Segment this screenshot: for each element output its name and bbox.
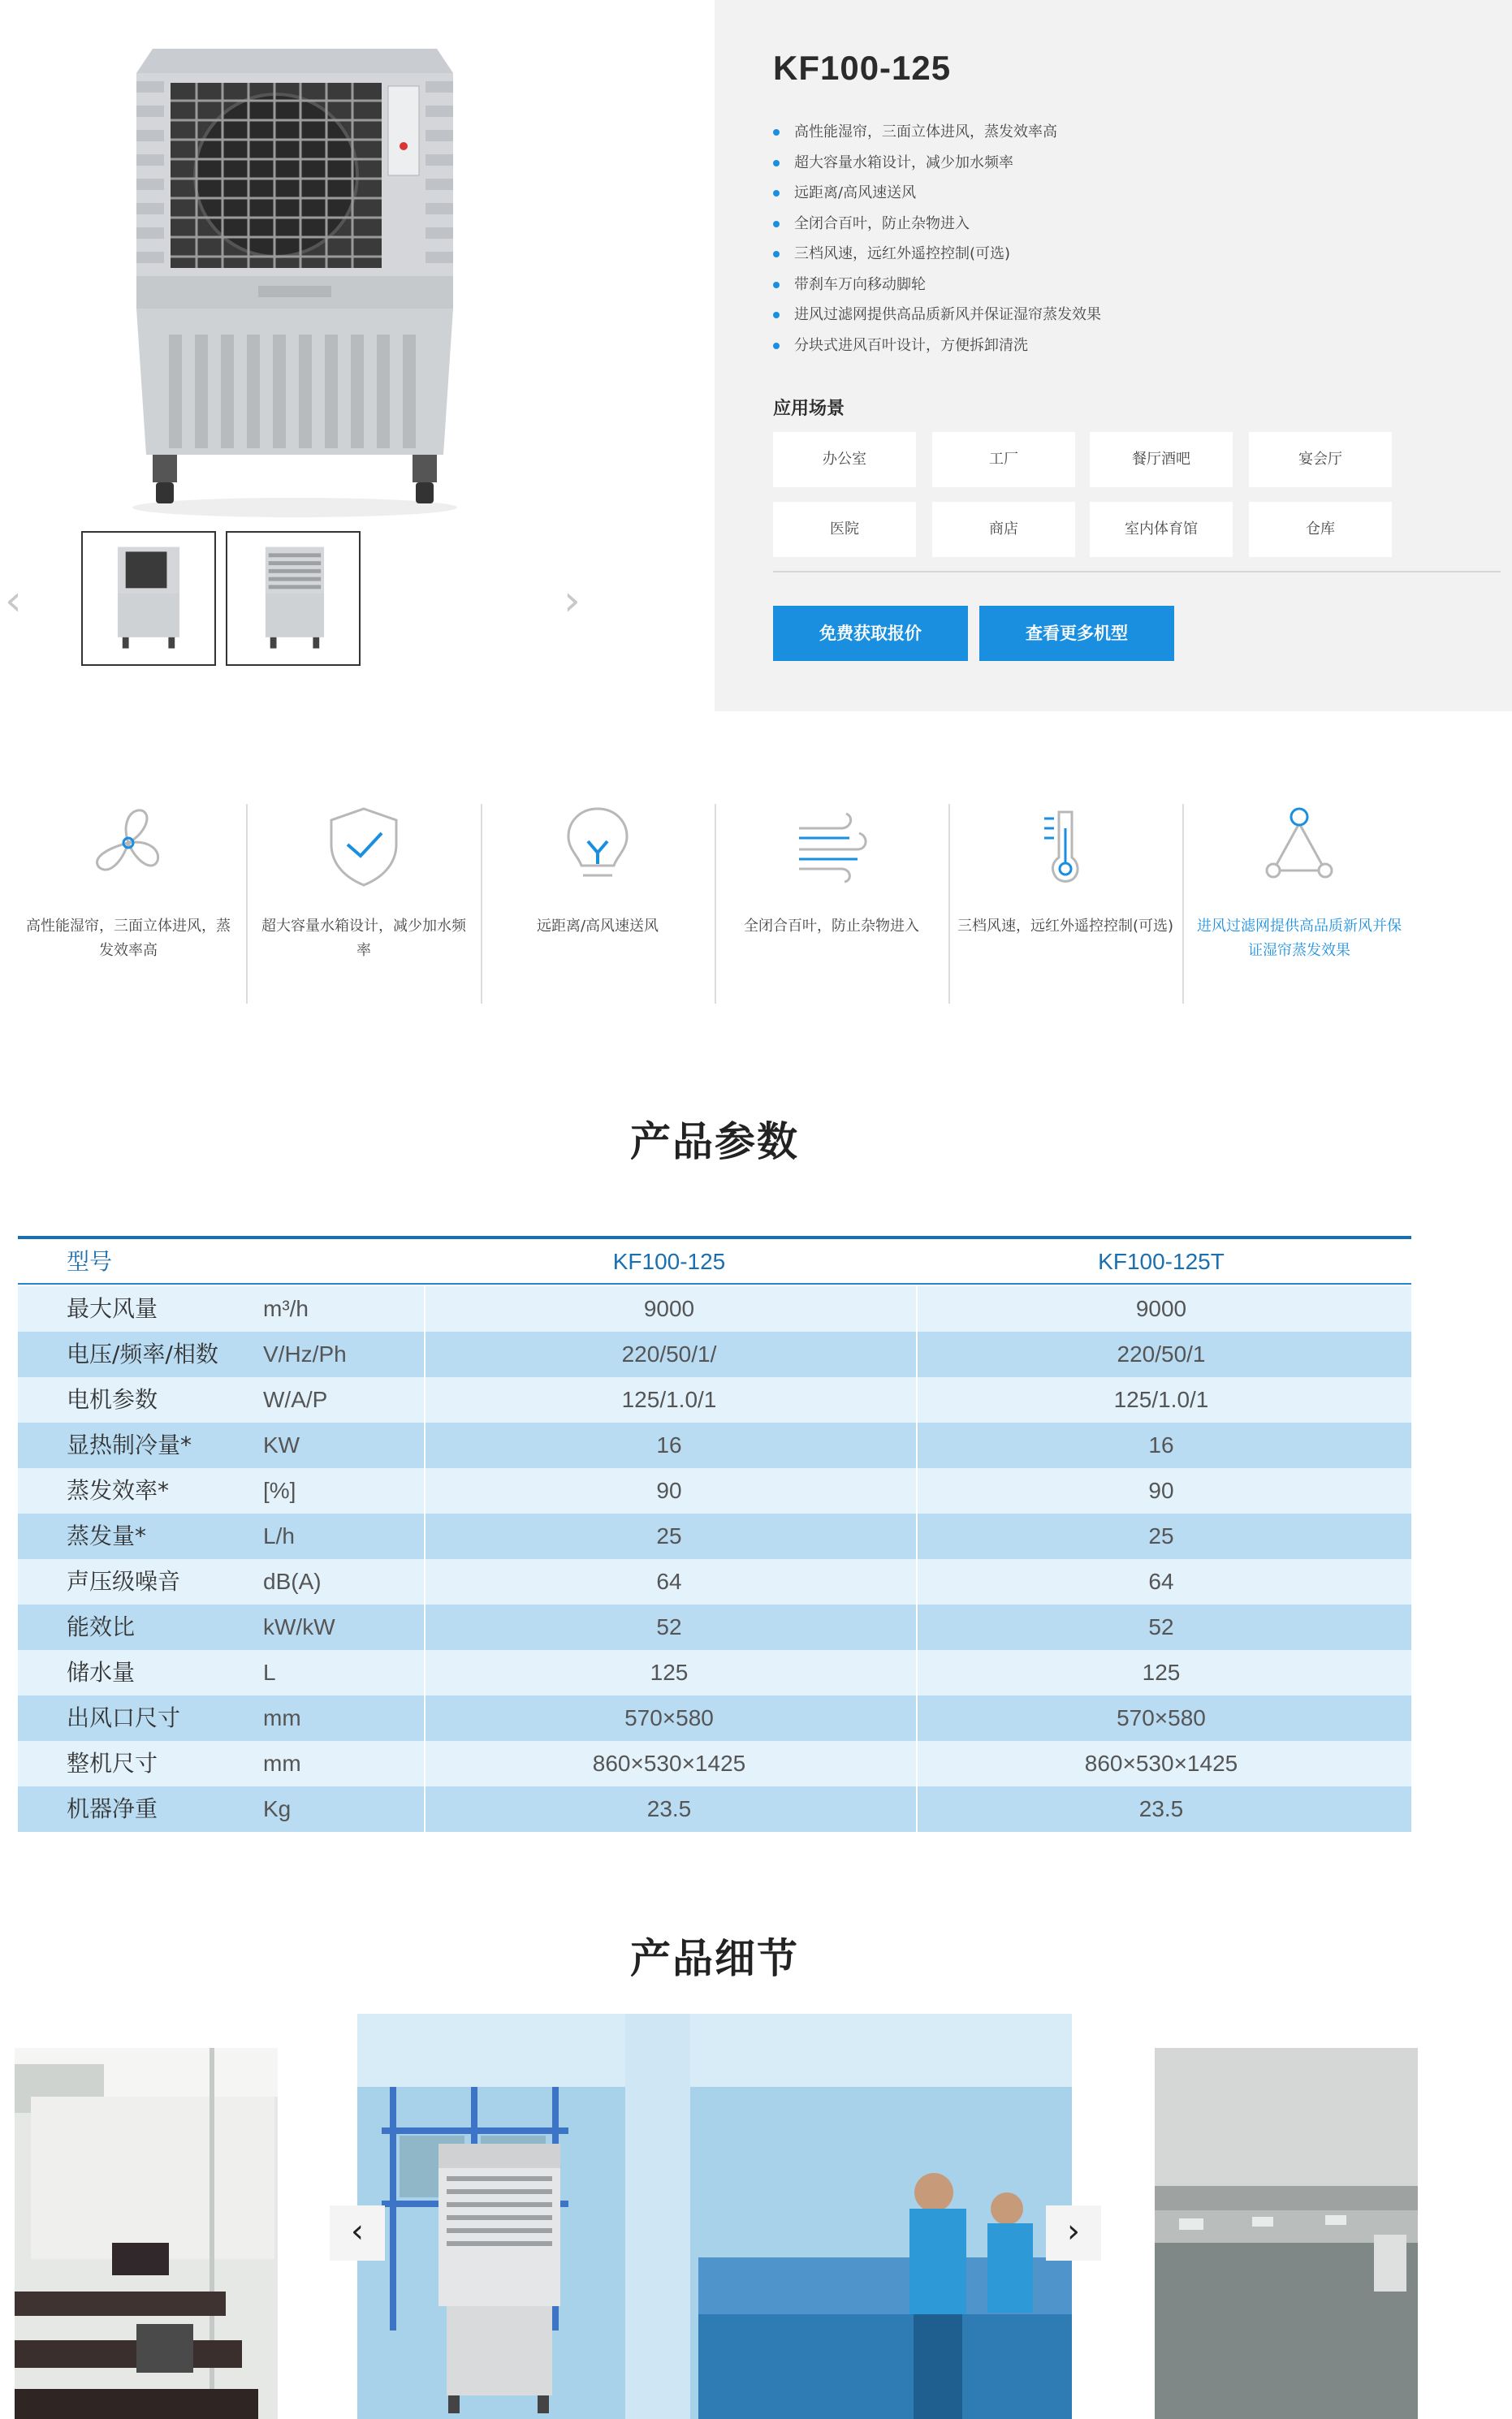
row-value-2: 570×580 — [1117, 1705, 1206, 1730]
row-unit: dB(A) — [263, 1569, 322, 1594]
feature-item: 高性能湿帘，三面立体进风，蒸发效率高 — [773, 120, 1101, 151]
product-hero — [0, 0, 1512, 711]
feature-cell — [715, 804, 948, 1004]
carousel-prev-button[interactable]: ‹ — [330, 2205, 385, 2261]
scene-banquet-hall[interactable]: 宴会厅 — [1249, 432, 1392, 487]
header-model-1: KF100-125 — [612, 1249, 726, 1274]
row-value-1: 125/1.0/1 — [621, 1387, 717, 1412]
feature-item: 进风过滤网提供高品质新风并保证湿帘蒸发效果 — [773, 303, 1101, 334]
slide-office-photo[interactable] — [15, 2048, 278, 2419]
scene-warehouse[interactable]: 仓库 — [1249, 502, 1392, 557]
get-quote-button[interactable]: 免费获取报价 — [773, 606, 968, 661]
scene-shop[interactable]: 商店 — [932, 502, 1075, 557]
feature-cell-active — [1182, 804, 1416, 1004]
feature-cell-text: 远距离/高风速送风 — [536, 918, 659, 935]
scene-indoor-stadium[interactable]: 室内体育馆 — [1090, 502, 1233, 557]
thermometer-icon — [1026, 804, 1104, 888]
row-unit: L/h — [263, 1523, 295, 1549]
row-name: 显热制冷量* — [67, 1432, 192, 1458]
row-value-2: 125/1.0/1 — [1113, 1387, 1209, 1412]
row-value-1: 125 — [650, 1660, 689, 1685]
table-row — [18, 1559, 1411, 1605]
row-value-1: 52 — [656, 1614, 682, 1639]
row-unit: W/A/P — [263, 1387, 328, 1412]
slide-warehouse-photo[interactable] — [1155, 2048, 1418, 2419]
row-value-2: 860×530×1425 — [1084, 1751, 1238, 1776]
scene-office[interactable]: 办公室 — [773, 432, 916, 487]
row-name: 出风口尺寸 — [67, 1704, 181, 1731]
row-name: 最大风量 — [67, 1295, 158, 1322]
row-unit: KW — [263, 1432, 300, 1458]
more-models-button[interactable]: 查看更多机型 — [979, 606, 1174, 661]
lightbulb-icon — [559, 804, 637, 888]
table-row — [18, 1741, 1411, 1786]
detail-carousel — [0, 2014, 1512, 2419]
feature-cell-text: 超大容量水箱设计，减少加水频率 — [261, 918, 466, 959]
wind-icon — [793, 804, 870, 888]
row-value-1: 570×580 — [624, 1705, 714, 1730]
scene-factory[interactable]: 工厂 — [932, 432, 1075, 487]
row-name: 蒸发效率* — [67, 1477, 170, 1504]
row-value-1: 23.5 — [646, 1796, 692, 1821]
row-unit: kW/kW — [263, 1614, 335, 1639]
divider — [773, 571, 1501, 572]
gallery-next-arrow[interactable]: › — [564, 577, 581, 625]
row-value-1: 64 — [656, 1569, 682, 1594]
row-unit: Kg — [263, 1796, 292, 1821]
row-value-2: 64 — [1148, 1569, 1174, 1594]
product-gallery — [0, 0, 715, 711]
header-model-2: KF100-125T — [1098, 1249, 1225, 1274]
feature-list — [773, 120, 1101, 364]
product-info-panel — [715, 0, 1512, 711]
table-row — [18, 1650, 1411, 1695]
product-main-image — [104, 32, 486, 520]
fan-icon — [89, 804, 167, 888]
detail-section-title: 产品细节 — [630, 1935, 799, 1982]
feature-item: 全闭合百叶，防止杂物进入 — [773, 212, 1101, 243]
row-value-1: 90 — [656, 1478, 682, 1503]
feature-cell — [11, 804, 245, 1004]
row-name: 电压/频率/相数 — [67, 1341, 218, 1367]
row-name: 整机尺寸 — [67, 1750, 158, 1777]
gallery-prev-arrow[interactable]: ‹ — [5, 577, 22, 625]
row-unit: L — [263, 1660, 276, 1685]
row-value-2: 220/50/1 — [1117, 1341, 1206, 1367]
row-value-2: 90 — [1148, 1478, 1174, 1503]
row-unit: mm — [263, 1751, 301, 1776]
feature-item: 分块式进风百叶设计，方便拆卸清洗 — [773, 334, 1101, 365]
row-unit: [%] — [263, 1478, 296, 1503]
row-value-2: 23.5 — [1138, 1796, 1184, 1821]
feature-cell — [948, 804, 1182, 1004]
scene-title: 应用场景 — [773, 399, 845, 419]
row-unit: V/Hz/Ph — [263, 1341, 347, 1367]
slide-factory-photo[interactable] — [357, 2014, 1072, 2419]
row-value-2: 125 — [1142, 1660, 1181, 1685]
feature-cell-text: 进风过滤网提供高品质新风并保证湿帘蒸发效果 — [1197, 918, 1402, 959]
feature-cell — [247, 804, 481, 1004]
shield-check-icon — [325, 804, 403, 888]
feature-item: 超大容量水箱设计，减少加水频率 — [773, 151, 1101, 182]
row-unit: mm — [263, 1705, 301, 1730]
row-name: 储水量 — [67, 1659, 136, 1686]
carousel-next-button[interactable]: › — [1046, 2205, 1101, 2261]
table-row — [18, 1786, 1411, 1832]
feature-item: 带刹车万向移动脚轮 — [773, 273, 1101, 304]
row-value-2: 52 — [1148, 1614, 1174, 1639]
row-name: 机器净重 — [67, 1795, 158, 1822]
table-row — [18, 1468, 1411, 1514]
row-value-1: 860×530×1425 — [592, 1751, 746, 1776]
row-value-1: 9000 — [643, 1296, 695, 1321]
feature-cell-text: 三档风速，远红外遥控控制(可选) — [957, 918, 1174, 935]
row-value-2: 9000 — [1135, 1296, 1187, 1321]
thumbnail-side[interactable] — [226, 531, 361, 666]
feature-cell — [481, 804, 715, 1004]
row-value-2: 16 — [1148, 1432, 1174, 1458]
product-model-title: KF100-125 — [773, 49, 952, 87]
feature-item: 三档风速，远红外遥控控制(可选) — [773, 242, 1101, 273]
scene-hospital[interactable]: 医院 — [773, 502, 916, 557]
row-value-1: 25 — [656, 1523, 682, 1549]
row-name: 声压级噪音 — [67, 1568, 181, 1595]
row-unit: m³/h — [263, 1296, 309, 1321]
table-row — [18, 1695, 1411, 1741]
row-value-1: 16 — [656, 1432, 682, 1458]
feature-item: 远距离/高风速送风 — [773, 181, 1101, 212]
row-name: 电机参数 — [67, 1386, 158, 1413]
table-row — [18, 1377, 1411, 1423]
feature-icon-row — [0, 804, 1512, 1007]
thumbnail-front[interactable] — [81, 531, 216, 666]
spec-table-header — [18, 1239, 1411, 1285]
header-model-label: 型号 — [67, 1249, 113, 1274]
table-row — [18, 1605, 1411, 1650]
feature-cell-text: 全闭合百叶，防止杂物进入 — [744, 918, 919, 935]
triangle-nodes-icon — [1260, 804, 1338, 888]
row-name: 蒸发量* — [67, 1523, 147, 1549]
feature-cell-text: 高性能湿帘，三面立体进风，蒸发效率高 — [26, 918, 231, 959]
row-value-1: 220/50/1/ — [621, 1341, 717, 1367]
table-row — [18, 1286, 1411, 1332]
table-row — [18, 1423, 1411, 1468]
spec-section-title: 产品参数 — [630, 1118, 799, 1165]
scene-restaurant-bar[interactable]: 餐厅酒吧 — [1090, 432, 1233, 487]
table-row — [18, 1332, 1411, 1377]
row-value-2: 25 — [1148, 1523, 1174, 1549]
table-row — [18, 1514, 1411, 1559]
row-name: 能效比 — [67, 1613, 136, 1640]
